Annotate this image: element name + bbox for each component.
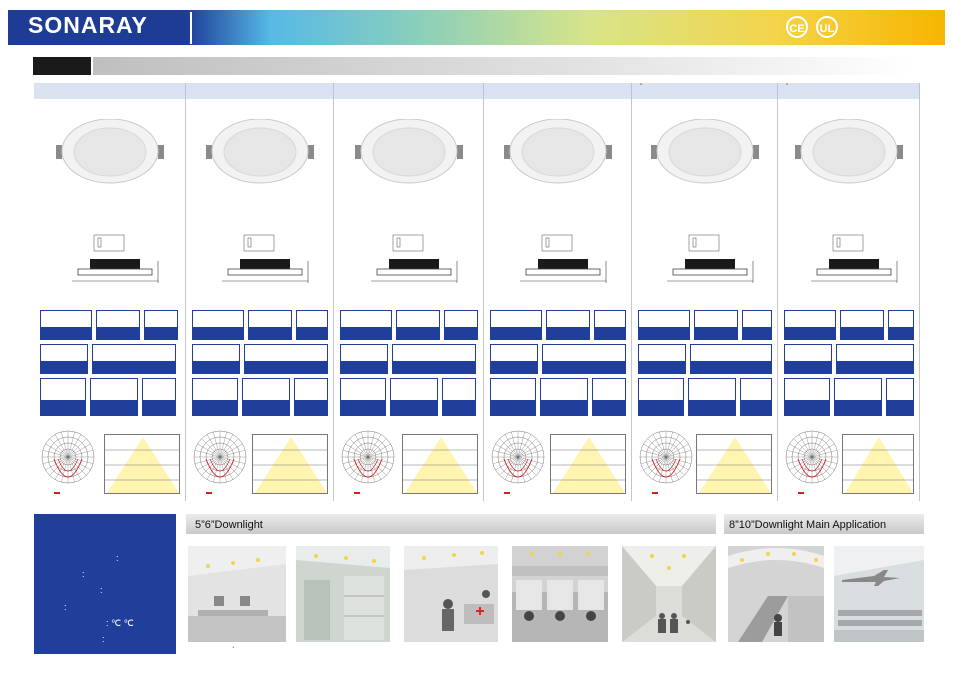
spec-box-r2-c1: [340, 344, 388, 374]
application-bar-large: [724, 514, 924, 534]
spec-box-r1-c3: [296, 310, 328, 340]
spec-box-r1-c1: [192, 310, 244, 340]
spec-box-r1-c1: [784, 310, 836, 340]
spec-box-r2-c1: [192, 344, 240, 374]
light-cone: [551, 435, 626, 494]
legend-swatch: [54, 492, 60, 494]
spec-box-r1-c1: [638, 310, 690, 340]
scene-office: [188, 546, 286, 642]
scene-retail: [296, 546, 390, 642]
info-line: :: [116, 553, 119, 563]
spec-box-r1-c2: [96, 310, 140, 340]
product-column-6: [778, 99, 920, 501]
dimension-drawing: [632, 231, 778, 301]
downlight-image: [632, 119, 778, 219]
polar-distribution-chart: [486, 425, 550, 489]
info-line: : ℃ ℃: [106, 618, 134, 628]
spec-box-r3-c3: [294, 378, 328, 416]
spec-box-r1-c3: [594, 310, 626, 340]
spec-box-r2-c2: [392, 344, 476, 374]
spec-box-r3-c2: [90, 378, 138, 416]
scene-corridor: [622, 546, 716, 642]
scene-airport: [834, 546, 924, 642]
spec-box-r1-c3: [742, 310, 772, 340]
spec-box-r3-c3: [442, 378, 476, 416]
spec-box-r1-c2: [840, 310, 884, 340]
spec-box-r1-c1: [490, 310, 542, 340]
info-line: :: [82, 569, 85, 579]
spec-box-r1-c2: [396, 310, 440, 340]
spec-box-r3-c3: [592, 378, 626, 416]
dimension-drawing: [778, 231, 920, 301]
illuminance-cone-chart: [696, 434, 772, 494]
legend-swatch: [798, 492, 804, 494]
info-line: :: [64, 602, 67, 612]
legend-swatch: [652, 492, 658, 494]
product-header-6: [778, 83, 920, 99]
spec-box-r3-c2: [688, 378, 736, 416]
polar-distribution-chart: [634, 425, 698, 489]
dimension-drawing: [484, 231, 632, 301]
info-line: :: [102, 634, 105, 644]
spec-degree-mark: °: [366, 404, 368, 410]
product-column-4: [484, 99, 632, 501]
spec-box-r2-c1: [40, 344, 88, 374]
brand-logo: SONARAY: [28, 12, 148, 38]
spec-box-r3-c1: [340, 378, 386, 416]
spec-box-r2-c1: [490, 344, 538, 374]
illuminance-cone-chart: [550, 434, 626, 494]
polar-distribution-chart: [336, 425, 400, 489]
product-column-2: [186, 99, 334, 501]
ce-mark-icon: CE: [786, 16, 808, 38]
downlight-image: [778, 119, 920, 219]
illuminance-cone-chart: [104, 434, 180, 494]
spec-degree-mark: °: [218, 404, 220, 410]
spec-box-r2-c2: [92, 344, 176, 374]
polar-distribution-chart: [188, 425, 252, 489]
spec-box-r3-c1: [192, 378, 238, 416]
spec-box-r3-c2: [390, 378, 438, 416]
spec-box-r3-c3: [886, 378, 914, 416]
spec-box-r1-c3: [888, 310, 914, 340]
product-header-4: [484, 83, 632, 99]
spec-box-r3-c1: [490, 378, 536, 416]
spec-box-r2-c2: [836, 344, 914, 374]
info-line: :: [100, 585, 103, 595]
polar-distribution-chart: [36, 425, 100, 489]
application-bar-small: [186, 514, 716, 534]
spec-box-r3-c1: [40, 378, 86, 416]
dimension-drawing: [334, 231, 484, 301]
dimension-drawing: [34, 231, 186, 301]
legend-swatch: [504, 492, 510, 494]
product-column-3: [334, 99, 484, 501]
illuminance-cone-chart: [252, 434, 328, 494]
scene-bank-counter: [512, 546, 608, 642]
section-bar: [93, 57, 913, 75]
downlight-image: [484, 119, 632, 219]
spec-box-r2-c2: [690, 344, 772, 374]
spec-box-r3-c3: [740, 378, 772, 416]
polar-distribution-chart: [780, 425, 844, 489]
spec-degree-mark: °: [810, 404, 812, 410]
light-cone: [697, 435, 772, 494]
product-header-3: [334, 83, 484, 99]
application-title-large: 8”10”Downlight Main Application: [729, 519, 887, 531]
logo-divider: [190, 12, 192, 44]
product-header-mark: ": [786, 84, 789, 90]
product-header-1: [34, 83, 186, 99]
spec-box-r2-c2: [542, 344, 626, 374]
scene-hospital: [404, 546, 498, 642]
spec-box-r1-c3: [144, 310, 178, 340]
spec-box-r2-c1: [784, 344, 832, 374]
light-cone: [253, 435, 328, 494]
spec-box-r1-c3: [444, 310, 478, 340]
spec-box-r3-c2: [242, 378, 290, 416]
scene-caption: `: [232, 646, 235, 655]
spec-degree-mark: °: [664, 404, 666, 410]
scene-mall-escalator: [728, 546, 824, 642]
spec-box-r3-c2: [834, 378, 882, 416]
application-title-small: 5”6”Downlight: [195, 519, 263, 531]
downlight-image: [334, 119, 484, 219]
spec-box-r3-c1: [784, 378, 830, 416]
spec-box-r1-c2: [546, 310, 590, 340]
spec-box-r3-c3: [142, 378, 176, 416]
spec-box-r3-c1: [638, 378, 684, 416]
downlight-image: [186, 119, 334, 219]
light-cone: [105, 435, 180, 494]
spec-degree-mark: °: [66, 404, 68, 410]
section-tab: [33, 57, 91, 75]
legend-swatch: [354, 492, 360, 494]
illuminance-cone-chart: [402, 434, 478, 494]
spec-info-panel: [34, 514, 176, 654]
product-header-2: [186, 83, 334, 99]
spec-box-r1-c1: [340, 310, 392, 340]
illuminance-cone-chart: [842, 434, 914, 494]
downlight-image: [34, 119, 186, 219]
spec-degree-mark: °: [516, 404, 518, 410]
product-column-5: [632, 99, 778, 501]
product-column-1: [34, 99, 186, 501]
spec-box-r2-c1: [638, 344, 686, 374]
spec-box-r2-c2: [244, 344, 328, 374]
spec-box-r1-c1: [40, 310, 92, 340]
legend-swatch: [206, 492, 212, 494]
product-header-mark: ": [640, 84, 643, 90]
light-cone: [403, 435, 478, 494]
dimension-drawing: [186, 231, 334, 301]
spec-box-r1-c2: [248, 310, 292, 340]
spec-box-r1-c2: [694, 310, 738, 340]
product-header-5: [632, 83, 778, 99]
spec-box-r3-c2: [540, 378, 588, 416]
light-cone: [843, 435, 914, 494]
ul-mark-icon: UL: [816, 16, 838, 38]
